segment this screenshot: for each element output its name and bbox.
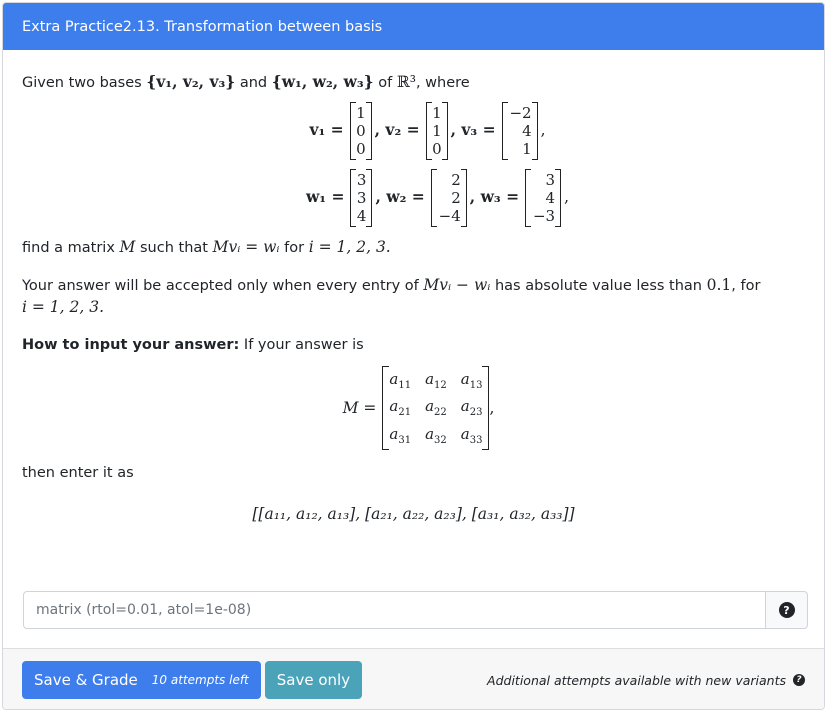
basis-v: {v₁, v₂, v₃} xyxy=(146,72,236,91)
v2-label: , v₂ = xyxy=(374,120,420,140)
w-vectors: w₁ = 3 3 4 , w₂ = 2 2 −4 , w₃ = 3 4 −3 , xyxy=(305,170,570,225)
answer-input-group xyxy=(23,591,808,629)
matrix-example: M = $a_{11}$ $a_{12}$ $a_{13}$ $a_{21}$ $a_{22}$ $a_{23}$ $a_{31}$ $a_{32}$ $a_{33}$ , xyxy=(32,366,805,451)
w1-vector: 3 3 4 xyxy=(350,169,372,227)
w3-label: , w₃ = xyxy=(469,187,520,207)
v1-vector: 1 0 0 xyxy=(350,102,372,160)
question-footer xyxy=(3,648,824,710)
basis-w: {w₁, w₂, w₃} xyxy=(271,72,374,91)
answer-input[interactable]: matrix (rtol=0.01, atol=1e-08) xyxy=(23,591,766,629)
accept-text: Your answer will be accepted only when every entry of Mvᵢ − wᵢ has absolute value less than 0.1, for i = 1, 2, 3. xyxy=(22,276,761,316)
then-text: then enter it as xyxy=(22,465,134,482)
v-vectors: v₁ = 1 0 0 , v₂ = 1 1 0 , v₃ = −2 4 1 , xyxy=(309,103,546,158)
help-button[interactable] xyxy=(766,591,808,629)
v3-vector: −2 4 1 xyxy=(502,102,538,160)
v2-vector: 1 1 0 xyxy=(426,102,448,160)
howto-text: How to input your answer: If your answer is xyxy=(22,337,364,354)
matrix-label: M = xyxy=(342,398,377,417)
attempts-note: Additional attempts available with new variants ? xyxy=(487,673,805,688)
question-header xyxy=(3,3,824,50)
howto-heading: How to input your answer: xyxy=(22,337,240,354)
save-grade-button[interactable]: Save & Grade 10 attempts left xyxy=(22,661,261,699)
find-text: find a matrix M such that Mvᵢ = wᵢ for i = 1, 2, 3. xyxy=(22,237,391,256)
matrix-template: $a_{11}$ $a_{12}$ $a_{13}$ $a_{21}$ $a_{22}$ $a_{23}$ $a_{31}$ $a_{32}$ $a_{33}$ xyxy=(382,366,489,451)
v1-label: v₁ = xyxy=(309,120,344,140)
attempts-left: 10 attempts left xyxy=(151,673,249,687)
space-r3: ℝ³ xyxy=(396,73,416,91)
info-question-icon[interactable]: ? xyxy=(793,674,805,686)
w2-vector: 2 2 −4 xyxy=(431,169,467,227)
question-card xyxy=(2,2,825,710)
intro-text: Given two bases {v₁, v₂, v₃} and {w₁, w₂, w₃} of ℝ³, where xyxy=(22,72,470,91)
question-mark-icon: ? xyxy=(779,602,795,618)
w1-label: w₁ = xyxy=(305,187,345,207)
w3-vector: 3 4 −3 xyxy=(525,169,561,227)
w2-label: , w₂ = xyxy=(375,187,425,207)
question-body xyxy=(3,50,824,525)
v3-label: , v₃ = xyxy=(450,120,496,140)
format-string: [[a₁₁, a₁₂, a₁₃], [a₂₁, a₂₂, a₂₃], [a₃₁, a₃₂, a₃₃]] xyxy=(252,504,575,523)
question-title: Extra Practice2.13. Transformation between basis xyxy=(22,18,383,35)
format-example xyxy=(22,504,805,525)
save-only-button[interactable]: Save only xyxy=(265,661,362,699)
